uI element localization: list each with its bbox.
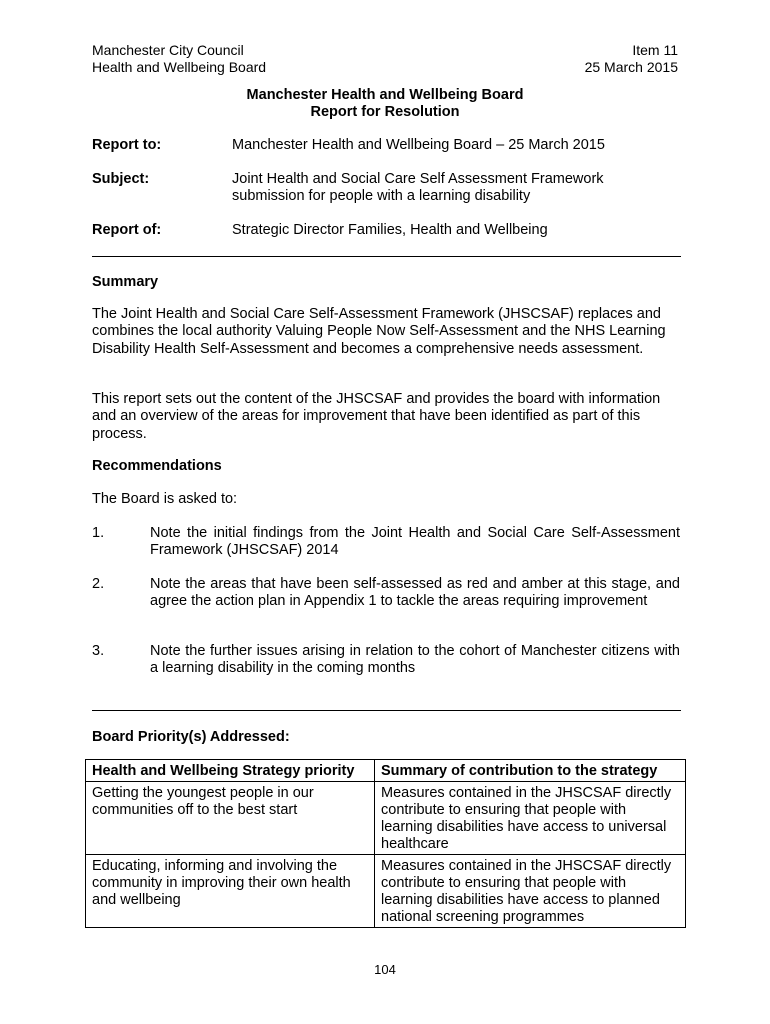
header-item: Item 11 [632,42,678,58]
header-left [92,42,266,76]
header-date: 25 March 2015 [584,59,678,75]
page-number: 104 [374,962,396,977]
divider-top [92,256,681,257]
priorities-heading: Board Priority(s) Addressed: [92,729,290,745]
summary-heading: Summary [92,274,159,290]
summary-paragraph-2: This report sets out the content of the JHSCSAF and provides the board with information and an overview of the areas for improvement that have been identified as part of this process. [92,391,661,442]
subject-label: Subject: [92,171,150,187]
subject-value: Joint Health and Social Care Self Assessment Framework submission for people with a learning disability [232,171,604,204]
recommendations-heading: Recommendations [92,458,222,474]
recommendation-number: 3. [92,643,105,659]
column-header-priority: Health and Wellbeing Strategy priority [86,760,375,782]
table-row [86,782,686,855]
table-row [86,855,686,928]
priority-cell: Educating, informing and involving the community in improving their own health and wellbeing [86,855,375,928]
column-header-contribution: Summary of contribution to the strategy [375,760,686,782]
recommendation-text: Note the further issues arising in relation to the cohort of Manchester citizens with a learning disability in the coming months [150,643,680,676]
header-org: Manchester City Council [92,42,244,58]
contribution-cell: Measures contained in the JHSCSAF directly contribute to ensuring that people with learning disabilities have access to universal healthcare [375,782,686,855]
report-to-label: Report to: [92,137,162,153]
report-title-line2: Report for Resolution [310,104,460,120]
recommendation-number: 1. [92,525,105,541]
contribution-cell: Measures contained in the JHSCSAF directly contribute to ensuring that people with learning disabilities have access to planned national screening programmes [375,855,686,928]
report-title-line1: Manchester Health and Wellbeing Board [246,87,524,103]
summary-paragraph-1: The Joint Health and Social Care Self-Assessment Framework (JHSCSAF) replaces and combines the local authority Valuing People Now Self-Assessment and the NHS Learning Disability Health Self-Assessment and becomes a comprehensive needs assessment. [92,306,666,357]
header-board: Health and Wellbeing Board [92,59,267,75]
priorities-table [85,759,686,928]
header-right [585,42,678,76]
recommendation-text: Note the initial findings from the Joint Health and Social Care Self-Assessment Framework (JHSCSAF) 2014 [150,525,680,558]
report-title [0,87,770,121]
table-header-row [86,760,686,782]
recommendation-text: Note the areas that have been self-assessed as red and amber at this stage, and agree the action plan in Appendix 1 to tackle the areas requiring improvement [150,576,680,609]
recommendations-intro: The Board is asked to: [92,491,238,507]
report-of-label: Report of: [92,222,162,238]
recommendation-number: 2. [92,576,105,592]
divider-middle [92,710,681,711]
report-to-value: Manchester Health and Wellbeing Board – 25 March 2015 [232,137,605,153]
priority-cell: Getting the youngest people in our communities off to the best start [86,782,375,855]
report-of-value: Strategic Director Families, Health and Wellbeing [232,222,548,238]
